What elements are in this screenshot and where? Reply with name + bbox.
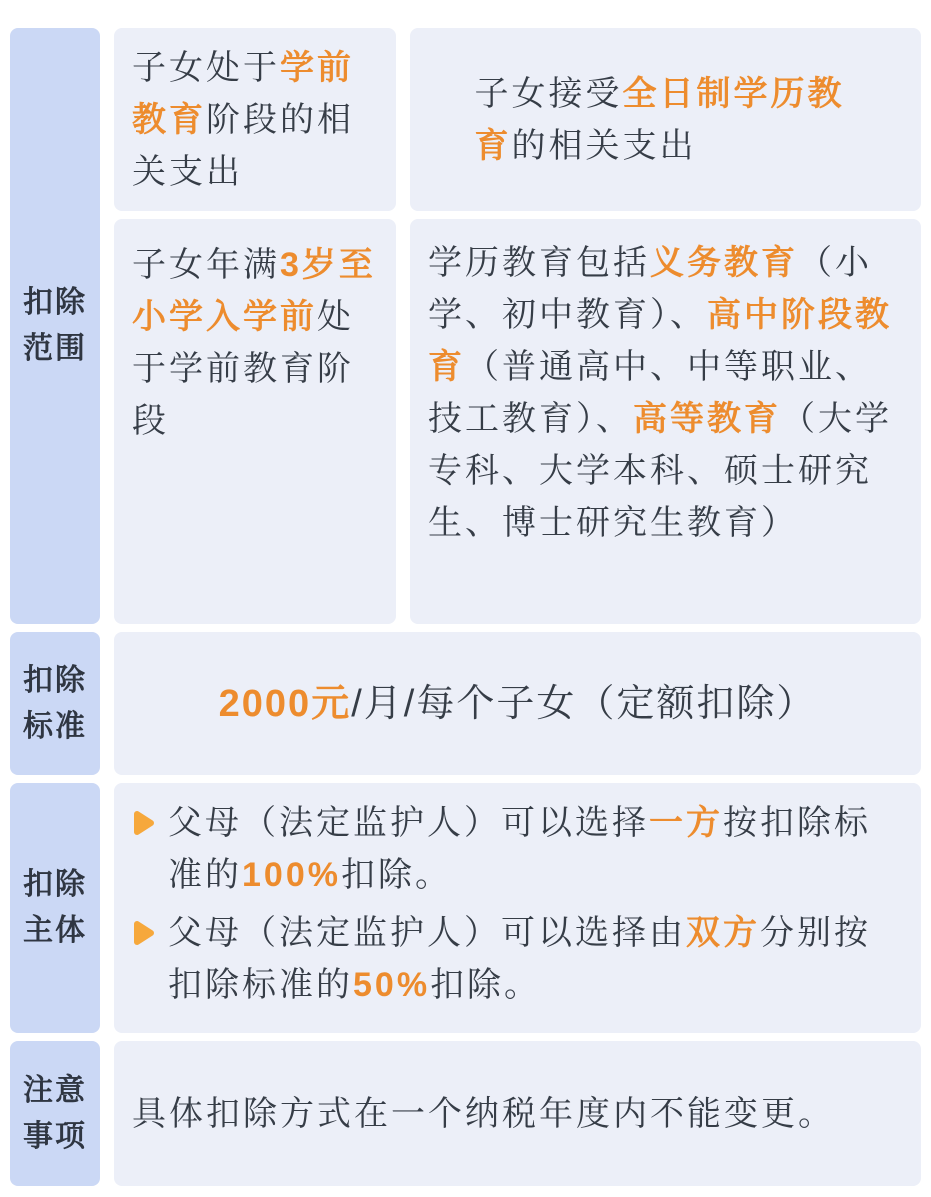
- highlight-higher-education: 高等教育: [633, 400, 781, 438]
- text-segment: 父母（法定监护人）可以选择由: [168, 914, 686, 952]
- list-item: [132, 797, 891, 901]
- highlight-one-parent: 一方: [649, 804, 723, 842]
- text-segment: 学历教育包括: [428, 244, 650, 282]
- deduction-table: [10, 28, 921, 1186]
- text-segment: 阶段的相关支出: [132, 101, 354, 191]
- cell-fulltime-summary: [410, 28, 921, 211]
- highlight-fulltime-education: 全日制学历教育: [474, 74, 845, 165]
- text-segment: 子女处于: [132, 49, 280, 87]
- row-label-deduction-standard: [10, 632, 100, 775]
- cell-fulltime-detail: [410, 219, 921, 624]
- text-segment: 分别按扣除标准的: [168, 914, 871, 1004]
- highlight-amount: 2000元: [218, 682, 352, 725]
- text-segment: 按扣除标准的: [168, 804, 871, 894]
- bullet-arrow-icon: [132, 808, 156, 838]
- highlight-both-parents: 双方: [686, 914, 760, 952]
- text-segment: （普通高中、中等职业、技工教育）、: [428, 348, 872, 438]
- text-segment: /月/每个子女（定额扣除）: [351, 682, 817, 725]
- text-segment: 子女年满: [132, 246, 280, 284]
- row-label-deduction-subject: [10, 783, 100, 1033]
- text-segment: 处于学前教育阶段: [132, 298, 354, 440]
- bullet-arrow-icon: [132, 918, 156, 948]
- row-label-text: 扣除范围: [23, 286, 87, 365]
- standard-line: [219, 678, 817, 730]
- text-segment: 父母（法定监护人）可以选择: [168, 804, 649, 842]
- text-segment: （小学、初中教育）、: [428, 244, 872, 334]
- highlight-highschool-education: 高中阶段教育: [428, 296, 892, 386]
- cell-deduction-subject: [114, 783, 921, 1033]
- list-item: [132, 907, 891, 1011]
- text-segment: （大学专科、大学本科、硕士研究生、博士研究生教育）: [428, 400, 892, 542]
- row-label-notes: [10, 1041, 100, 1186]
- cell-preschool-detail: [114, 219, 396, 624]
- notes-text: 具体扣除方式在一个纳税年度内不能变更。: [132, 1094, 835, 1133]
- cell-preschool-summary: [114, 28, 396, 211]
- row-label-text: 扣除标准: [23, 663, 87, 743]
- row-label-text: 扣除主体: [23, 868, 87, 947]
- text-segment: 子女接受: [474, 74, 623, 113]
- fulltime-summary-text: [475, 68, 857, 172]
- bullet-item-text: [168, 797, 891, 901]
- row-label-text: 注意事项: [23, 1073, 87, 1153]
- highlight-compulsory-education: 义务教育: [650, 244, 798, 282]
- text-segment: 扣除。: [430, 966, 542, 1004]
- text-segment: 扣除。: [340, 856, 452, 894]
- highlight-age-range: 3岁至小学入学前: [132, 246, 376, 336]
- cell-deduction-standard: [114, 632, 921, 775]
- highlight-preschool-education: 学前教育: [132, 49, 354, 139]
- highlight-50-percent: 50%: [353, 966, 431, 1004]
- row-label-deduction-scope: [10, 28, 100, 624]
- bullet-item-text: [168, 907, 891, 1011]
- text-segment: 的相关支出: [511, 126, 697, 165]
- cell-notes: [114, 1041, 921, 1186]
- highlight-100-percent: 100%: [242, 856, 341, 894]
